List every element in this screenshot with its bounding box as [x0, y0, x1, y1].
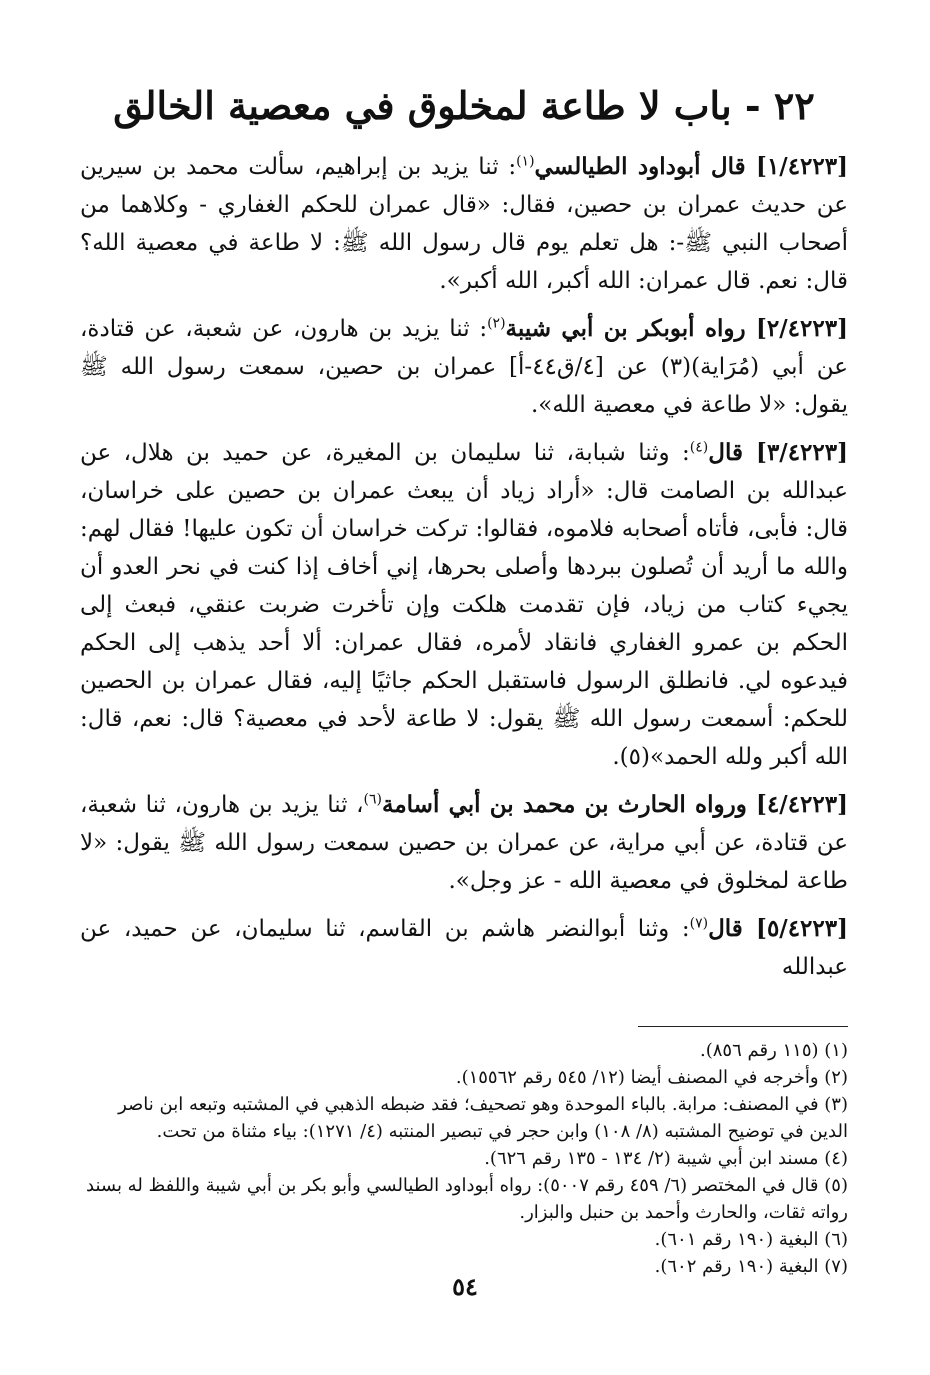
entry-reference: [٤/٤٢٢٣] ورواه الحارث بن محمد بن أبي أسامة — [382, 791, 848, 818]
footnote-marker: (١) — [516, 153, 535, 170]
entry-text: : ثنا يزيد بن إبراهيم، سألت محمد بن سيرين عن حديث عمران بن حصين، فقال: «قال عمران للحكم الغفاري - وكلاهما من أصحاب النبي ﷺ-: هل تعلم يوم قال رسول الله ﷺ: لا طاعة في معصية الله؟ قال: نعم. قال عمران: الله أكبر، الله أكبر». — [80, 154, 848, 294]
hadith-entry-5 — [80, 910, 848, 986]
page-number: ٥٤ — [452, 1272, 478, 1301]
entry-text: : وثنا شبابة، ثنا سليمان بن المغيرة، عن حميد بن هلال، عن عبدالله بن الصامت قال: «أراد زياد أن يبعث عمران بن حصين على خراسان، قال: فأبى، فأتاه أصحابه فلاموه، فقالوا: تركت خراسان أن تكون عليها! فقال لهم: والله ما أريد أن تُصلون ببردها وأصلى بحرها، إني أخاف إذا كنت في نحر العدو أن يجيء كتاب من زياد، فإن تقدمت هلكت وإن تأخرت ضربت عنقي، فبعث إلى الحكم بن عمرو الغفاري فانقاد لأمره، فقال عمران: ألا أحد يذهب إلى الحكم فيدعوه لي. فانطلق الرسول فاستقبل الحكم جاثيًا إليه، فقال عمران بن الحصين للحكم: أسمعت رسول الله ﷺ يقول: لا طاعة لأحد في معصية؟ قال: نعم، قال: الله أكبر ولله الحمد»(٥). — [80, 440, 848, 770]
footnote-5: (٥) قال في المختصر (٦/ ٤٥٩ رقم ٥٠٠٧): رواه أبوداود الطيالسي وأبو بكر بن أبي شيبة واللفظ له بسند رواته ثقات، والحارث وأحمد بن حنبل والبزار. — [86, 1175, 848, 1223]
entry-reference: [٢/٤٢٢٣] رواه أبوبكر بن أبي شيبة — [505, 315, 848, 342]
hadith-entry-1 — [80, 148, 848, 300]
footnote-7: (٧) البغية (١٩٠ رقم ٦٠٢). — [654, 1256, 848, 1277]
entry-text: ، ثنا يزيد بن هارون، ثنا شعبة، عن قتادة، عن أبي مراية، عن عمران بن حصين سمعت رسول الله ﷺ يقول: «لا طاعة لمخلوق في معصية الله - عز وجل». — [80, 792, 848, 894]
footnote-1: (١) (١١٥ رقم ٨٥٦). — [700, 1040, 848, 1061]
footnote-3: (٣) في المصنف: مرابة. بالباء الموحدة وهو تصحيف؛ فقد ضبطه الذهبي في المشتبه وتبعه ابن ناصر الدين في توضيح المشتبه (٨/ ١٠٨) وابن حجر في تبصير المنتبه (٤/ ١٢٧١): بياء مثناة من تحت. — [118, 1094, 848, 1142]
entry-text: : ثنا يزيد بن هارون، عن شعبة، عن قتادة، عن أبي (مُرَاية)(٣) عن [٤/ق٤٤-أ] عمران بن حصين، سمعت رسول الله ﷺ يقول: «لا طاعة في معصية الله». — [80, 316, 848, 418]
footnote-2: (٢) وأخرجه في المصنف أيضا (١٢/ ٥٤٥ رقم ١٥٥٦٢). — [455, 1067, 848, 1088]
entry-reference: [١/٤٢٢٣] قال أبوداود الطيالسي — [534, 153, 848, 180]
chapter-title: ٢٢ - باب لا طاعة لمخلوق في معصية الخالق — [113, 83, 815, 128]
footnote-4: (٤) مسند ابن أبي شيبة (٢/ ١٣٤ - ١٣٥ رقم ٦٢٦). — [484, 1148, 848, 1169]
footnote-divider — [638, 1026, 848, 1027]
footnotes — [80, 1037, 848, 1280]
footnote-marker: (٦) — [363, 791, 383, 808]
footnote-6: (٦) البغية (١٩٠ رقم ٦٠١). — [654, 1229, 848, 1250]
footnote-marker: (٢) — [487, 315, 506, 332]
entry-reference: [٥/٤٢٢٣] قال — [708, 915, 849, 942]
hadith-entry-4 — [80, 786, 848, 900]
footnote-marker: (٧) — [689, 915, 709, 932]
hadith-entry-2 — [80, 310, 848, 424]
entry-reference: [٣/٤٢٢٣] قال — [708, 439, 848, 466]
hadith-entry-3 — [80, 434, 848, 776]
entry-text: : وثنا أبوالنضر هاشم بن القاسم، ثنا سليمان، عن حميد، عن عبدالله — [80, 916, 848, 980]
footnote-marker: (٤) — [689, 439, 709, 456]
